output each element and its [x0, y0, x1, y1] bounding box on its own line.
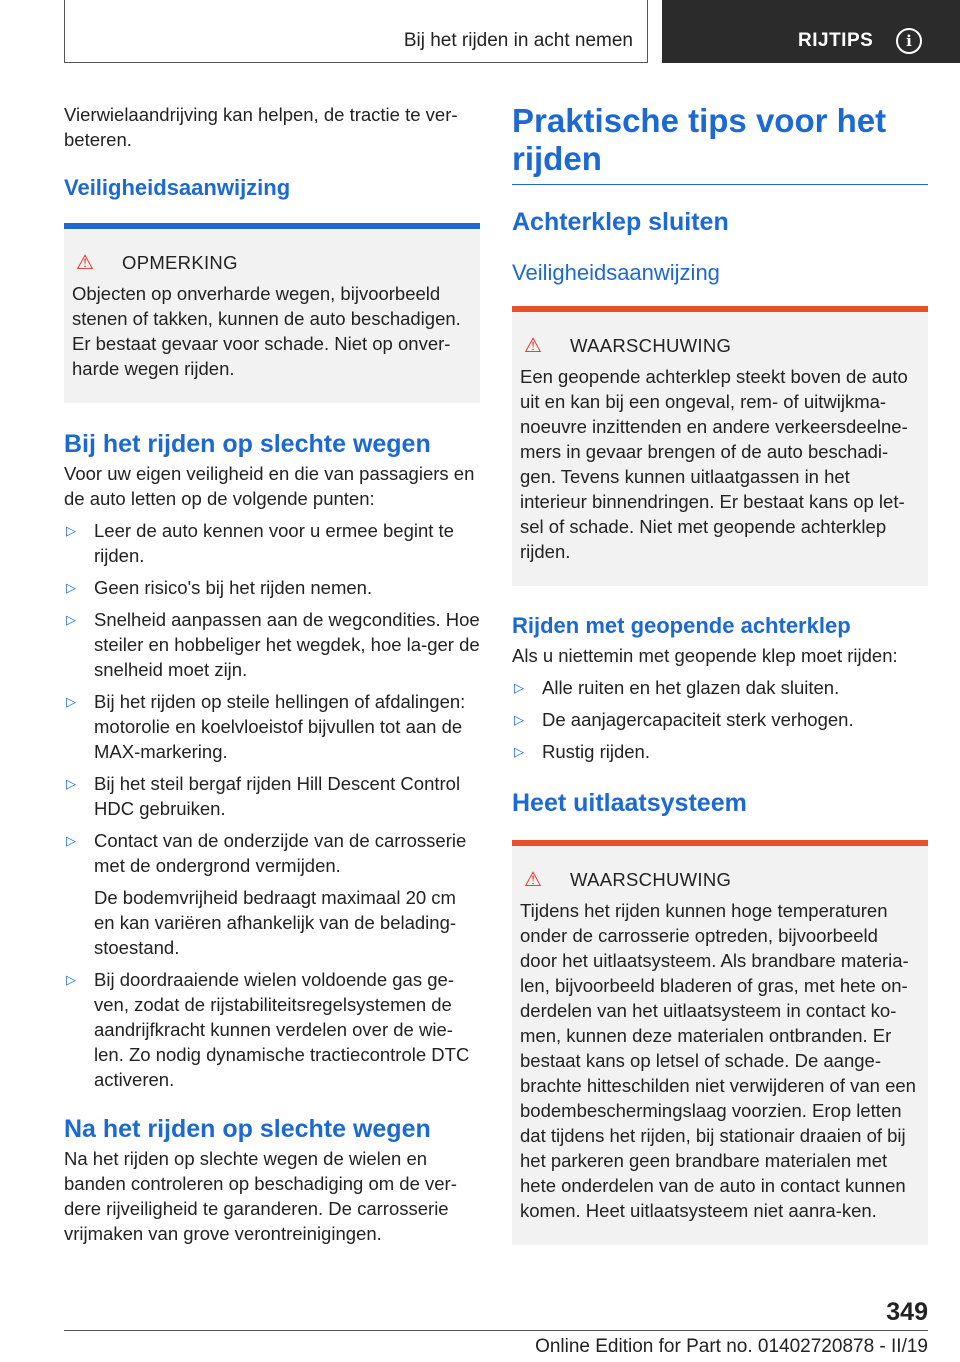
bullet-arrow-icon: ▷ — [514, 712, 524, 727]
list-item: ▷ De aanjagercapaciteit sterk verhogen. — [514, 709, 854, 730]
notice-text: Objecten op onverharde wegen, bijvoorbeeld stenen of takken, kunnen de auto beschadigen. Er bestaat gevaar voor schade. Niet op onver-harde wegen rijden. — [72, 283, 461, 379]
notice-title: WAARSCHUWING — [570, 869, 732, 890]
open-tailgate-list — [512, 675, 928, 764]
bullet-arrow-icon: ▷ — [514, 680, 524, 695]
notice-waarschuwing-tailgate — [512, 306, 928, 586]
warning-triangle-icon: ⚠ — [76, 252, 94, 274]
bad-roads-intro: Voor uw eigen veiligheid en die van passagiers en de auto letten op de volgende punten: — [64, 463, 475, 509]
bullet-arrow-icon: ▷ — [66, 776, 76, 791]
footer-divider — [64, 1330, 928, 1331]
intro-paragraph: Vierwielaandrijving kan helpen, de tractie te ver-beteren. — [64, 104, 458, 150]
safety-heading-left: Veiligheidsaanwijzing — [64, 175, 291, 200]
bullet-arrow-icon: ▷ — [66, 972, 76, 987]
bullet-arrow-icon: ▷ — [66, 833, 76, 848]
header-tab-box — [662, 0, 960, 63]
info-icon[interactable]: i — [896, 28, 922, 54]
bullet-arrow-icon: ▷ — [514, 744, 524, 759]
bullet-arrow-icon: ▷ — [66, 694, 76, 709]
warning-triangle-icon: ⚠ — [524, 869, 542, 891]
list-item: ▷ Bij doordraaiende wielen voldoende gas ge-ven, zodat de rijstabiliteitsregelsystemen de aandrijfkracht kunnen verdelen over de wie-len. Zo nodig dynamische tractiecontrole DTC activeren. — [66, 969, 470, 1090]
edition-line: Online Edition for Part no. 01402720878 - II/19 — [535, 1336, 928, 1357]
list-item: ▷ Bij het steil bergaf rijden Hill Descent Control HDC gebruiken. — [66, 773, 461, 819]
list-item: ▷ Alle ruiten en het glazen dak sluiten. — [514, 677, 840, 698]
main-heading: Praktische tips voor het rijden — [512, 102, 928, 185]
after-bad-roads-text: Na het rijden op slechte wegen de wielen en banden controleren op beschadiging om de ver-dere rijveiligheid te garanderen. De carrosserie vrijmaken van grove verontreinigingen. — [64, 1148, 457, 1244]
notice-waarschuwing-exhaust — [512, 840, 928, 1245]
right-column — [512, 102, 928, 1245]
open-tailgate-intro: Als u niettemin met geopende klep moet rijden: — [512, 645, 898, 666]
list-item-extra: De bodemvrijheid bedraagt maximaal 20 cm en kan variëren afhankelijk van de belading-stoestand. — [94, 887, 457, 958]
bad-roads-list — [64, 518, 480, 1092]
list-item: ▷ Leer de auto kennen voor u ermee begint te rijden. — [66, 520, 454, 566]
list-item: ▷ Rustig rijden. — [514, 741, 650, 762]
notice-opmerking — [64, 223, 480, 403]
safety-heading-right: Veiligheidsaanwijzing — [512, 260, 720, 285]
bullet-arrow-icon: ▷ — [66, 612, 76, 627]
left-column — [64, 102, 480, 1246]
header-section-title: Bij het rijden in acht nemen — [403, 30, 633, 51]
open-tailgate-heading: Rijden met geopende achterklep — [512, 613, 851, 638]
tailgate-heading: Achterklep sluiten — [512, 208, 729, 236]
page-number: 349 — [886, 1298, 928, 1326]
bullet-arrow-icon: ▷ — [66, 523, 76, 538]
notice-text: Een geopende achterklep steekt boven de auto uit en kan bij een ongeval, rem- of uitwijkma-noeuvre inzittenden en andere verkeersdeelne-mers in gevaar brengen of de auto beschadi-gen. Tevens kunnen uitlaatgassen in het interieur binnendringen. Er bestaat kans op let-sel of schade. Niet met geopende achterklep rijden. — [520, 366, 908, 562]
list-item: ▷ Geen risico's bij het rijden nemen. — [66, 577, 373, 598]
header-section-box — [64, 0, 648, 63]
list-item: ▷ Contact van de onderzijde van de carrosserie met de ondergrond vermijden. De bodemvrijheid bedraagt maximaal 20 cm en kan variëren afhankelijk van de belading-stoestand. — [64, 828, 480, 960]
header-tab-label: RIJTIPS — [798, 30, 874, 51]
notice-title: OPMERKING — [122, 252, 238, 273]
notice-text: Tijdens het rijden kunnen hoge temperaturen onder de carrosserie optreden, bijvoorbeeld door het uitlaatsysteem. Als brandbare materia-len, bijvoorbeeld bladeren of gras, met hete on-derdelen van het uitlaatsysteem in contact ko-men, kunnen deze materialen ontbranden. Er bestaat kans op letsel of schade. De aange-brachte hitteschilden niet verwijderen of van een bodembeschermingslaag voorzien. Erop letten dat tijdens het rijden, bij stationair draaien of bij het parkeren geen brandbare materialen met hete onderdelen van de auto in contact kunnen komen. Heet uitlaatsysteem niet aanra-ken. — [520, 900, 916, 1221]
after-bad-roads-heading: Na het rijden op slechte wegen — [64, 1115, 431, 1143]
exhaust-heading: Heet uitlaatsysteem — [512, 789, 747, 817]
bad-roads-heading: Bij het rijden op slechte wegen — [64, 430, 431, 458]
list-item: ▷ Snelheid aanpassen aan de wegcondities. Hoe steiler en hobbeliger het wegdek, hoe la-ger de snelheid moet zijn. — [66, 609, 480, 680]
list-item: ▷ Bij het rijden op steile hellingen of afdalingen: motorolie en koelvloeistof bijvullen tot aan de MAX-markering. — [66, 691, 466, 762]
bullet-arrow-icon: ▷ — [66, 580, 76, 595]
warning-triangle-icon: ⚠ — [524, 335, 542, 357]
notice-title: WAARSCHUWING — [570, 335, 732, 356]
